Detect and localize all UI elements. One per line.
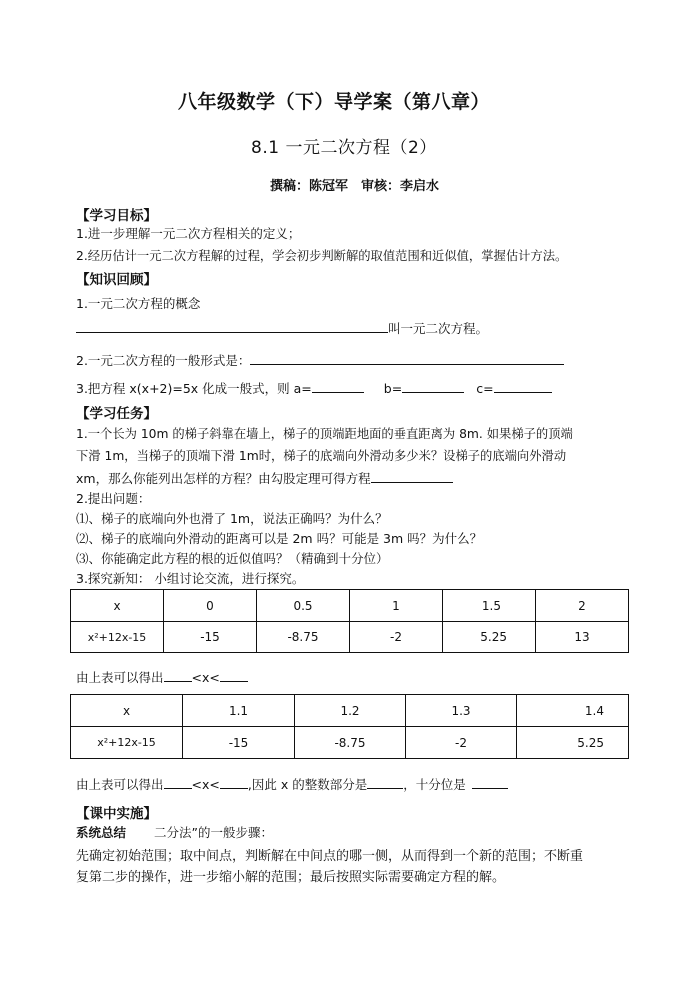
blank-upper-bound[interactable] xyxy=(220,667,248,682)
task-1-line-1: 1.一个长为 10m 的梯子斜靠在墙上，梯子的顶端距地面的垂直距离为 8m. 如果梯子的顶端 xyxy=(76,427,573,441)
table-row xyxy=(71,727,629,759)
page-title: 八年级数学（下）导学案（第八章） xyxy=(178,91,491,113)
review-question-3 xyxy=(76,378,552,397)
table-row xyxy=(71,695,629,727)
review-question-1-answer-line xyxy=(76,318,488,337)
x-value-cell: 0 xyxy=(164,590,257,622)
blank-tenths-digit[interactable] xyxy=(472,774,508,789)
row-label-x: x xyxy=(71,695,183,727)
inference-2-mid: <x< xyxy=(191,777,220,792)
task-2-question-1: ⑴、梯子的底端向外也滑了 1m，说法正确吗？为什么？ xyxy=(76,511,388,526)
summary-label: 系统总结 xyxy=(76,825,127,840)
lesson-subtitle: 8.1 一元二次方程（2） xyxy=(251,138,437,158)
row-label-expression: x²+12x-15 xyxy=(71,727,183,759)
inference-2-prefix: 由上表可以得出 xyxy=(76,777,164,792)
x-value-cell: 2 xyxy=(536,590,629,622)
x-value-cell: 1.1 xyxy=(183,695,295,727)
blank-upper-bound[interactable] xyxy=(220,774,248,789)
task-2-heading: 2.提出问题： xyxy=(76,491,151,506)
blank-c[interactable] xyxy=(494,378,552,393)
y-value-cell: -2 xyxy=(350,622,443,653)
y-value-cell: 5.25 xyxy=(443,622,536,653)
summary-title: 二分法”的一般步骤： xyxy=(154,825,273,840)
y-value-cell: -15 xyxy=(164,622,257,653)
task-2-question-2: ⑵、梯子的底端向外滑动的距离可以是 2m 吗？可能是 3m 吗？为什么？ xyxy=(76,531,483,546)
x-value-cell: 0.5 xyxy=(257,590,350,622)
task-1-line-3-text: xm，那么你能列出怎样的方程？由勾股定理可得方程 xyxy=(76,471,371,486)
x-value-cell: 1.5 xyxy=(443,590,536,622)
task-1-line-2: 下滑 1m，当梯子的顶端下滑 1m时，梯子的底端向外滑动多少米？设梯子的底端向外滑动 xyxy=(76,449,567,463)
estimate-table-1 xyxy=(70,589,629,653)
x-value-cell: 1.4 xyxy=(517,695,629,727)
blank-lower-bound[interactable] xyxy=(164,774,192,789)
y-value-cell: -8.75 xyxy=(295,727,406,759)
y-value-cell: -8.75 xyxy=(257,622,350,653)
y-value-cell: 13 xyxy=(536,622,629,653)
x-value-cell: 1.2 xyxy=(295,695,406,727)
estimate-table-2 xyxy=(70,694,629,759)
authors-line: 撰稿：陈冠军 审核：李启水 xyxy=(270,179,440,194)
y-value-cell: -2 xyxy=(406,727,517,759)
summary-line xyxy=(76,823,273,841)
row-label-expression: x²+12x-15 xyxy=(71,622,164,653)
summary-paragraph-line-2: 复第二步的操作，进一步缩小解的范围；最后按照实际需要确定方程的解。 xyxy=(76,870,506,885)
answer-blank[interactable] xyxy=(76,318,388,333)
blank-integer-part[interactable] xyxy=(367,774,403,789)
section-heading-review: 【知识回顾】 xyxy=(76,272,157,288)
label-c: c= xyxy=(476,381,494,396)
inference-1-prefix: 由上表可以得出 xyxy=(76,670,164,685)
table-row xyxy=(71,622,629,653)
y-value-cell: -15 xyxy=(183,727,295,759)
goal-item-2: 2.经历估计一元二次方程解的过程，学会初步判断解的取值范围和近似值，掌握估计方法。 xyxy=(76,249,568,263)
inference-1-mid: <x< xyxy=(191,670,220,685)
x-value-cell: 1 xyxy=(350,590,443,622)
label-b: b= xyxy=(383,381,403,396)
review-question-1: 1.一元二次方程的概念 xyxy=(76,296,201,311)
goal-item-1: 1.进一步理解一元二次方程相关的定义； xyxy=(76,226,301,241)
table-row xyxy=(71,590,629,622)
summary-paragraph-line-1: 先确定初始范围；取中间点，判断解在中间点的哪一侧，从而得到一个新的范围；不断重 xyxy=(76,849,584,864)
y-value-cell: 5.25 xyxy=(517,727,629,759)
blank-a[interactable] xyxy=(312,378,364,393)
inference-2-part3: ，十分位是 xyxy=(403,777,466,792)
section-heading-implement: 【课中实施】 xyxy=(76,806,157,822)
task-3-heading: 3.探究新知： 小组讨论交流，进行探究。 xyxy=(76,571,305,586)
review-question-3-text: 3.把方程 x(x+2)=5x 化成一般式，则 a= xyxy=(76,381,312,396)
blank-lower-bound[interactable] xyxy=(164,667,192,682)
inference-2-part2: ,因此 x 的整数部分是 xyxy=(247,777,368,792)
answer-blank[interactable] xyxy=(250,350,564,365)
review-question-2 xyxy=(76,350,564,369)
task-1-line-3 xyxy=(76,468,453,487)
review-question-2-text: 2.一元二次方程的一般形式是： xyxy=(76,353,251,368)
task-2-question-3: ⑶、你能确定此方程的根的近似值吗？（精确到十分位） xyxy=(76,551,389,566)
row-label-x: x xyxy=(71,590,164,622)
inference-line-2 xyxy=(76,774,508,793)
x-value-cell: 1.3 xyxy=(406,695,517,727)
blank-b[interactable] xyxy=(402,378,464,393)
review-question-1-suffix: 叫一元二次方程。 xyxy=(388,321,489,336)
section-heading-tasks: 【学习任务】 xyxy=(76,406,157,422)
section-heading-goals: 【学习目标】 xyxy=(76,208,157,224)
equation-blank[interactable] xyxy=(371,468,453,483)
inference-line-1 xyxy=(76,667,248,686)
